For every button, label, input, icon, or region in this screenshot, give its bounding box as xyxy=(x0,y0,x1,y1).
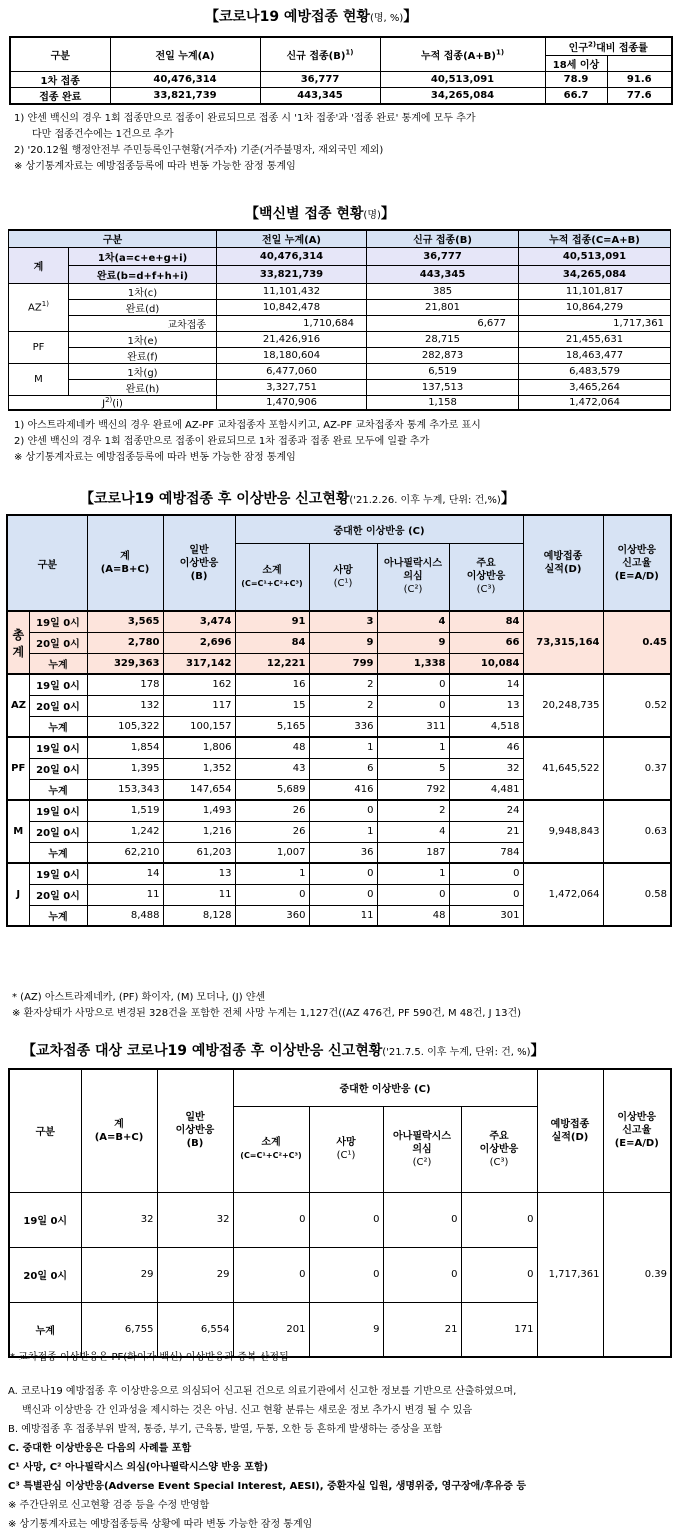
report-rate: 0.63 xyxy=(603,800,671,863)
table-cell: 14 xyxy=(449,674,523,695)
table-cell: 10,084 xyxy=(449,653,523,674)
table-cell: 360 xyxy=(235,905,309,926)
table-cell: 2 xyxy=(377,800,449,821)
table-cell: 1 xyxy=(309,821,377,842)
vaccine-by-type-table: 구분 전일 누계(A) 신규 접종(B) 누적 접종(C=A+B) 계 1차(a=c+e+g+i) 40,476,314 36,777 40,513,091 완료(b=d+f+h+i) 33,821,739 443,345 34,265,084 AZ$^{1)}$ 1차(c) 11,101,432 385 11,101,817 완료(d) 10,842,478 21,801 10,864,279 교차접종 1,710,684 6,677 1,717,361 PF 1차(e) 21,426,916 28,715 21,455,631 완료(f) 18,180,604 282,873 18,463,477 M 1차(g) 6,477,060 6,519 6,483,579 완료(h) 3,327,751 137,513 3,465,264 $J^{2)}(i)$ 1,470,906 1,158 1,472,064 xyxy=(8,229,671,411)
table-cell: 3,474 xyxy=(163,611,235,632)
table-cell: 1 xyxy=(309,737,377,758)
table-row xyxy=(7,737,671,758)
table-cell: 1,395 xyxy=(87,758,163,779)
adverse-reaction-table: 구분 계 (A=B+C) 일반 이상반응 (B) 중대한 이상반응 (C) 예방접종 실적(D) 이상반응 신고율 (E=A/D) 소계 (C=C¹+C²+C³) 사망 (C¹) 아나필락시스 의심 (C²) 주요 이상반응 (C³) 총계 19일 0시 3,565 3,474 91 3 4 84 73,315,164 0.45 20일 0시 2,780 2,696 84 9 9 66 누계 329,363 317,142 12,221 799 1,338 10,084 AZ 19일 0시 178 162 16 2 0 14 20,248,735 0.52 20일 0시 132 117 15 2 0 13 누계 105,322 100,157 5,165 336 311 4,518 PF 19일 0시 1,854 1,806 48 1 1 46 41,645,522 0.37 20일 0시 1,395 1,352 43 6 5 32 누계 153,343 147,654 5,689 416 792 4,481 M 19일 0시 1,519 1,493 26 0 2 24 9,948,843 0.63 20일 0시 1,242 1,216 26 1 4 21 누계 62,210 61,203 1,007 36 187 784 J 19일 0시 14 13 1 0 1 0 1,472,064 0.58 20일 0시 11 11 0 0 0 0 누계 8,488 8,128 360 11 48 301 xyxy=(6,514,672,927)
table-cell: 2,780 xyxy=(87,632,163,653)
table-row xyxy=(7,863,671,884)
table-cell: 0 xyxy=(309,884,377,905)
table-cell: 0 xyxy=(377,695,449,716)
table-row: 19일 0시 32 32 0 0 0 0 1,717,361 0.39 xyxy=(9,1192,671,1247)
table-cell: 0 xyxy=(377,674,449,695)
section1-notes: 1) 얀센 백신의 경우 1회 접종만으로 접종이 완료되므로 접종 시 '1차 접종'과 '접종 완료' 통계에 모두 추가 다만 접종건수에는 1건으로 추가 2) '20.12월 행정안전부 주민등록인구현황(거주자) 기준(거주불명자, 재외국민 제외) ※ 상기통계자료는 예방접종등록에 따라 변동 가능한 잠정 통계임 xyxy=(14,113,476,172)
section4-title: 【교차접종 대상 코로나19 예방접종 후 이상반응 신고현황('21.7.5. 이후 누계, 단위: 건, %)】 xyxy=(22,1043,545,1059)
group-label: AZ xyxy=(7,674,29,737)
section2-title: 【백신별 접종 현황(명)】 xyxy=(245,206,395,222)
table-cell: 0 xyxy=(449,863,523,884)
table-cell: 0 xyxy=(449,884,523,905)
table-cell: 84 xyxy=(235,632,309,653)
table-cell: 100,157 xyxy=(163,716,235,737)
table-cell: 317,142 xyxy=(163,653,235,674)
table-cell: 132 xyxy=(87,695,163,716)
table-cell: 0 xyxy=(377,884,449,905)
report-rate: 0.45 xyxy=(603,611,671,674)
table-cell: 26 xyxy=(235,800,309,821)
row-label: 20일 0시 xyxy=(29,695,87,716)
vaccination-status-table xyxy=(9,36,673,105)
table-cell: 2 xyxy=(309,674,377,695)
group-label: M xyxy=(7,800,29,863)
table-cell: 84 xyxy=(449,611,523,632)
vaccination-performance: 41,645,522 xyxy=(523,737,603,800)
table-cell: 48 xyxy=(377,905,449,926)
footer-line: ※ 주간단위로 신고현황 검증 등을 수정 반영함 xyxy=(8,1500,210,1511)
row-label: 20일 0시 xyxy=(29,884,87,905)
table-row: 완료(h) 3,327,751 137,513 3,465,264 xyxy=(9,379,671,395)
table-cell: 311 xyxy=(377,716,449,737)
table-cell: 9 xyxy=(377,632,449,653)
table-cell: 162 xyxy=(163,674,235,695)
cross-vaccination-adverse-table: 구분 계 (A=B+C) 일반 이상반응 (B) 중대한 이상반응 (C) 예방접종 실적(D) 이상반응 신고율 (E=A/D) 소계 (C=C¹+C²+C³) 사망 (C¹) 아나필락시스 의심 (C²) 주요 이상반응 (C³) 19일 0시 32 32 0 0 0 0 1,717,361 0.39 20일 0시 29 29 0 0 0 0 누계 6,755 6,554 201 9 21 171 xyxy=(8,1068,672,1358)
vaccination-performance: 20,248,735 xyxy=(523,674,603,737)
table-cell: 0 xyxy=(235,884,309,905)
table-row: 완료(f) 18,180,604 282,873 18,463,477 xyxy=(9,347,671,363)
table-cell: 784 xyxy=(449,842,523,863)
section1-title: 【코로나19 예방접종 현황(명, %)】 xyxy=(205,9,418,25)
table-row: 계 1차(a=c+e+g+i) 40,476,314 36,777 40,513,091 xyxy=(9,247,671,265)
table-row: PF 1차(e) 21,426,916 28,715 21,455,631 xyxy=(9,331,671,347)
table-cell: 43 xyxy=(235,758,309,779)
vaccination-performance: 73,315,164 xyxy=(523,611,603,674)
footer-line: 백신과 이상반응 간 인과성을 제시하는 것은 아님. 신고 현황 분류는 새로운 정보 추가시 변경 될 수 있음 xyxy=(22,1405,473,1416)
table-cell: 66 xyxy=(449,632,523,653)
table-cell: 1,806 xyxy=(163,737,235,758)
table-cell: 32 xyxy=(449,758,523,779)
group-label: 총계 xyxy=(7,611,29,674)
group-label: PF xyxy=(7,737,29,800)
table-cell: 3 xyxy=(309,611,377,632)
table-row: 누계 6,755 6,554 201 9 21 171 xyxy=(9,1302,671,1357)
table-cell: 8,488 xyxy=(87,905,163,926)
cross-rate: 0.39 xyxy=(603,1192,671,1357)
table-row: M 1차(g) 6,477,060 6,519 6,483,579 xyxy=(9,363,671,379)
table-cell: 11 xyxy=(309,905,377,926)
footer-line: C¹ 사망, C² 아나필락시스 의심(아나필락시스양 반응 포함) xyxy=(8,1462,269,1473)
table-cell: 46 xyxy=(449,737,523,758)
section2-notes: 1) 아스트라제네카 백신의 경우 완료에 AZ-PF 교차접종자 포함시키고, AZ-PF 교차접종자 통계 추가로 표시 2) 얀센 백신의 경우 1회 접종만으로 접종이 완료되므로 1차 접종과 접종 완료 모두에 일괄 추가 ※ 상기통계자료는 예방접종등록에 따라 변동 가능한 잠정 통계임 xyxy=(14,420,481,463)
table-cell: 799 xyxy=(309,653,377,674)
table-cell: 4 xyxy=(377,611,449,632)
table-row: 20일 0시 29 29 0 0 0 0 xyxy=(9,1247,671,1302)
report-rate: 0.37 xyxy=(603,737,671,800)
table-cell: 1,352 xyxy=(163,758,235,779)
table-cell: 4,518 xyxy=(449,716,523,737)
table-cell: 0 xyxy=(309,800,377,821)
table-cell: 0 xyxy=(309,863,377,884)
row-label: 누계 xyxy=(29,905,87,926)
table-cell: 105,322 xyxy=(87,716,163,737)
table-cell: 1,338 xyxy=(377,653,449,674)
header-rate: 인구$^{2)}$대비 접종률 xyxy=(545,37,672,55)
table-cell: 1,493 xyxy=(163,800,235,821)
table-cell: 1 xyxy=(235,863,309,884)
header-gubun: 구분 xyxy=(10,37,110,71)
row-label: 20일 0시 xyxy=(29,632,87,653)
table-cell: 336 xyxy=(309,716,377,737)
table-cell: 16 xyxy=(235,674,309,695)
row-label: 19일 0시 xyxy=(29,737,87,758)
table-row xyxy=(7,674,671,695)
table-cell: 1,007 xyxy=(235,842,309,863)
section3-title: 【코로나19 예방접종 후 이상반응 신고현황('21.2.26. 이후 누계, 단위: 건,%)】 xyxy=(80,491,515,507)
header-18plus: 18세 이상 xyxy=(545,55,607,71)
row-label: 20일 0시 xyxy=(29,758,87,779)
table-cell: 1 xyxy=(377,863,449,884)
table-row xyxy=(7,611,671,632)
table-row: 1차 접종 40,476,314 36,777 40,513,091 78.9 91.6 xyxy=(10,71,672,87)
section4-note: * 교차접종 이상반응은 PF(화이자 백신) 이상반응과 중복 산정됨 xyxy=(10,1352,289,1363)
table-cell: 147,654 xyxy=(163,779,235,800)
table-cell: 9 xyxy=(309,632,377,653)
table-cell: 4,481 xyxy=(449,779,523,800)
table-cell: 11 xyxy=(163,884,235,905)
table-cell: 5 xyxy=(377,758,449,779)
table-cell: 4 xyxy=(377,821,449,842)
table-cell: 416 xyxy=(309,779,377,800)
footer-line: C. 중대한 이상반응은 다음의 사례를 포함 xyxy=(8,1443,192,1454)
table-row: AZ$^{1)}$ 1차(c) 11,101,432 385 11,101,817 xyxy=(9,283,671,299)
header-cumulative: 누적 접종$(A+B)^{1)}$ xyxy=(380,37,545,71)
header-new: 신규 접종$(B)^{1)}$ xyxy=(260,37,380,71)
table-cell: 26 xyxy=(235,821,309,842)
section3-notes: * (AZ) 아스트라제네카, (PF) 화이자, (M) 모더나, (J) 얀센 ※ 환자상태가 사망으로 변경된 328건을 포함한 전체 사망 누계는 1,127건((AZ 476건, PF 590건, M 48건, J 13건) xyxy=(12,992,522,1019)
table-cell: 11 xyxy=(87,884,163,905)
table-cell: 15 xyxy=(235,695,309,716)
report-rate: 0.52 xyxy=(603,674,671,737)
row-label: 20일 0시 xyxy=(29,821,87,842)
table-cell: 117 xyxy=(163,695,235,716)
table-cell: 2,696 xyxy=(163,632,235,653)
footer-line: A. 코로나19 예방접종 후 이상반응으로 의심되어 신고된 건으로 의료기관에서 신고한 정보를 기반으로 산출하였으며, xyxy=(8,1386,517,1397)
table-row: 완료(d) 10,842,478 21,801 10,864,279 xyxy=(9,299,671,315)
cross-perf: 1,717,361 xyxy=(537,1192,603,1357)
row-label: 누계 xyxy=(29,842,87,863)
table-cell: 329,363 xyxy=(87,653,163,674)
table-cell: 8,128 xyxy=(163,905,235,926)
table-row xyxy=(7,800,671,821)
table-cell: 178 xyxy=(87,674,163,695)
footer-line: B. 예방접종 후 접종부위 발적, 통증, 부기, 근육통, 발열, 두통, 오한 등 흔하게 발생하는 증상을 포함 xyxy=(8,1424,443,1435)
table-cell: 14 xyxy=(87,863,163,884)
table-cell: 48 xyxy=(235,737,309,758)
table-cell: 62,210 xyxy=(87,842,163,863)
table-row: 교차접종 1,710,684 6,677 1,717,361 xyxy=(9,315,671,331)
table-cell: 61,203 xyxy=(163,842,235,863)
report-rate: 0.58 xyxy=(603,863,671,926)
table-cell: 792 xyxy=(377,779,449,800)
table-cell: 13 xyxy=(449,695,523,716)
vaccination-performance: 9,948,843 xyxy=(523,800,603,863)
row-label: 19일 0시 xyxy=(29,611,87,632)
table-cell: 301 xyxy=(449,905,523,926)
row-label: 19일 0시 xyxy=(29,800,87,821)
table-cell: 2 xyxy=(309,695,377,716)
table-cell: 36 xyxy=(309,842,377,863)
footer-line: C³ 특별관심 이상반응(Adverse Event Special Interest, AESI), 중환자실 입원, 생명위중, 영구장애/후유증 등 xyxy=(8,1481,527,1492)
table-row: 접종 완료 33,821,739 443,345 34,265,084 66.7 77.6 xyxy=(10,87,672,104)
table-cell: 187 xyxy=(377,842,449,863)
table-cell: 6 xyxy=(309,758,377,779)
table-cell: 5,689 xyxy=(235,779,309,800)
vaccination-performance: 1,472,064 xyxy=(523,863,603,926)
table-cell: 1 xyxy=(377,737,449,758)
table-cell: 1,242 xyxy=(87,821,163,842)
footer-line: ※ 상기통계자료는 예방접종등록 상황에 따라 변동 가능한 잠정 통계임 xyxy=(8,1519,313,1530)
group-label: J xyxy=(7,863,29,926)
table-cell: 12,221 xyxy=(235,653,309,674)
table-cell: 91 xyxy=(235,611,309,632)
row-label: 누계 xyxy=(29,716,87,737)
table-cell: 1,216 xyxy=(163,821,235,842)
table-cell: 21 xyxy=(449,821,523,842)
footer-notes xyxy=(8,1382,526,1534)
table-cell: 24 xyxy=(449,800,523,821)
row-label: 누계 xyxy=(29,779,87,800)
table-cell: 1,854 xyxy=(87,737,163,758)
table-row: $J^{2)}(i)$ 1,470,906 1,158 1,472,064 xyxy=(9,395,671,410)
table-cell: 3,565 xyxy=(87,611,163,632)
row-label: 19일 0시 xyxy=(29,863,87,884)
table-cell: 5,165 xyxy=(235,716,309,737)
table-cell: 13 xyxy=(163,863,235,884)
table-cell: 153,343 xyxy=(87,779,163,800)
table-row: 완료(b=d+f+h+i) 33,821,739 443,345 34,265,084 xyxy=(9,265,671,283)
table-cell: 1,519 xyxy=(87,800,163,821)
row-label: 누계 xyxy=(29,653,87,674)
row-label: 19일 0시 xyxy=(29,674,87,695)
header-prev-total: 전일 누계(A) xyxy=(110,37,260,71)
